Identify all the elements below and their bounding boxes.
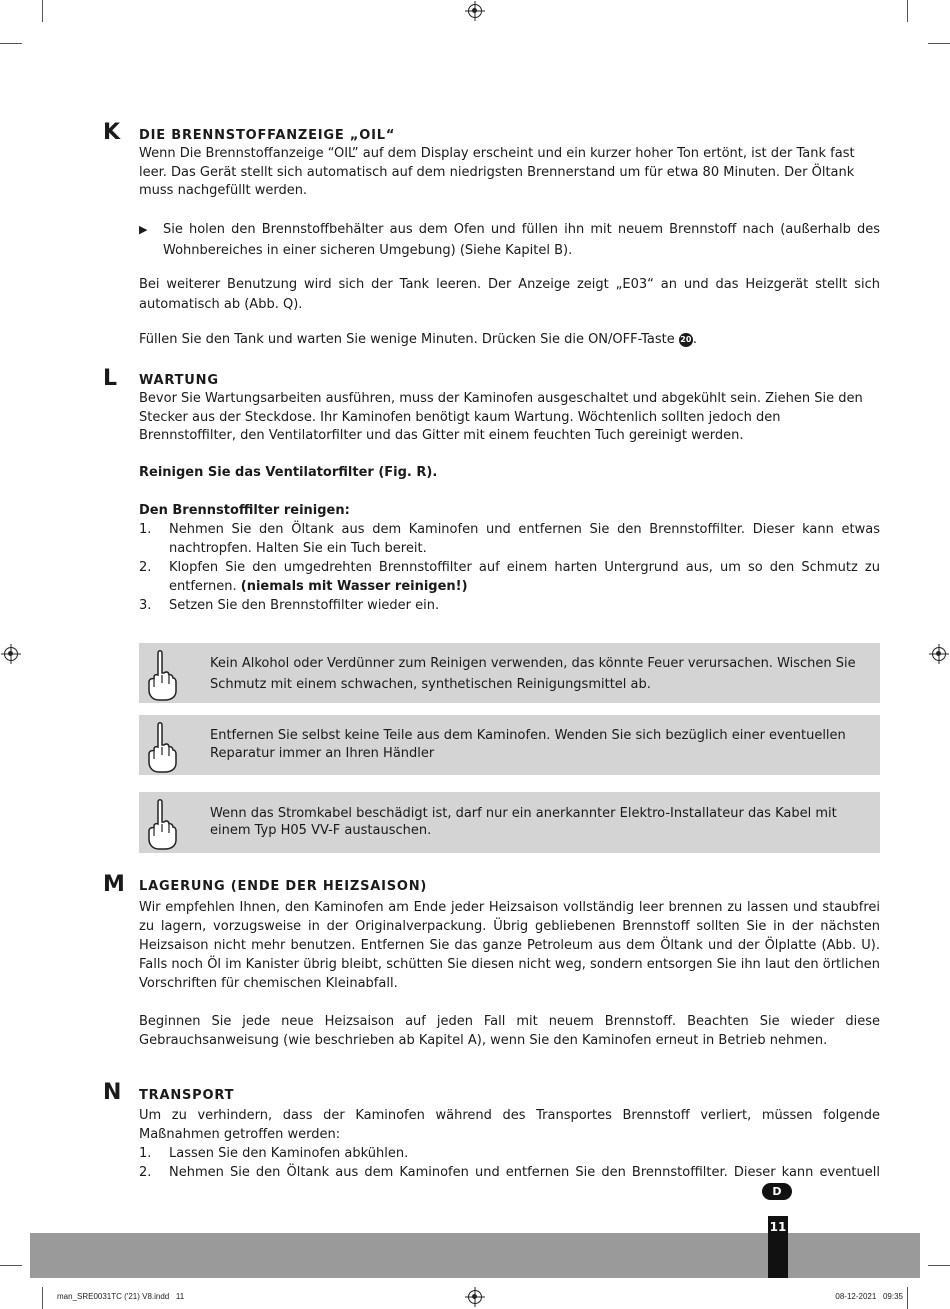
section-m-para1: Wir empfehlen Ihnen, den Kaminofen am Ende jeder Heizsaison vollständig leer brennen zu lassen und staubfrei zu lagern, vorzugsweise in der Originalverpackung. Übrig gebliebenen Brennstoff sollten Sie in der nächsten Heizsaison nicht mehr benutzen. Entfernen Sie das ganze Petroleum aus dem Öltank und der Ölplatte (Abb. U). Falls noch Öl im Kanister übrig bleibt, schütten Sie diesen nicht weg, sondern entsorgen Sie ihn laut den örtlichen Vorschriften für chemischen Kleinabfall. xyxy=(139,900,880,991)
pointing-finger-icon xyxy=(145,649,177,701)
section-k-bullet-text: Sie holen den Brennstoffbehälter aus dem Ofen und füllen ihn mit neuem Brennstoff nach (außerhalb des Wohnbereiches in einer sicheren Umgebung) (Siehe Kapitel B). xyxy=(163,222,880,258)
list-item-number: 2. xyxy=(139,1165,152,1180)
list-item-text: Nehmen Sie den Öltank aus dem Kaminofen und entfernen Sie den Brennstoffilter. Dieser kann etwas nachtropfen. Halten Sie ein Tuch bereit. xyxy=(169,522,880,556)
language-badge: D xyxy=(762,1183,792,1200)
registration-mark-icon xyxy=(468,4,482,18)
section-k-para3-end: . xyxy=(692,332,697,347)
list-item xyxy=(139,596,880,615)
section-heading-k: DIE BRENNSTOFFANZEIGE „OIL“ xyxy=(139,128,396,143)
section-heading-l: WARTUNG xyxy=(139,373,219,388)
section-n-steps xyxy=(139,1144,880,1182)
section-letter-n: N xyxy=(103,1080,122,1105)
crop-mark xyxy=(0,43,22,44)
section-heading-n: TRANSPORT xyxy=(139,1088,235,1103)
list-item-number: 2. xyxy=(139,560,152,575)
section-letter-m: M xyxy=(103,872,125,897)
section-n-intro: Um zu verhindern, dass der Kaminofen während des Transportes Brennstoff verliert, müssen folgende Maßnahmen getroffen werden: xyxy=(139,1108,880,1142)
section-k-bullet xyxy=(139,219,880,261)
warning-note xyxy=(139,715,880,775)
list-item-text: Lassen Sie den Kaminofen abkühlen. xyxy=(169,1146,409,1161)
slug-file-name: man_SRE0031TC ('21) V8.indd 11 xyxy=(57,1292,185,1301)
list-item xyxy=(139,520,880,558)
pointing-finger-icon xyxy=(145,798,177,850)
list-item-text: Setzen Sie den Brennstoffilter wieder ein. xyxy=(169,598,440,613)
list-item-number: 1. xyxy=(139,1146,152,1161)
crop-mark xyxy=(928,1265,950,1266)
section-letter-l: L xyxy=(103,366,118,391)
registration-mark-icon xyxy=(468,1290,482,1304)
list-item xyxy=(139,1163,880,1182)
section-heading-m: LAGERUNG (ENDE DER HEIZSAISON) xyxy=(139,879,428,894)
section-l-intro: Bevor Sie Wartungsarbeiten ausführen, muss der Kaminofen ausgeschaltet und abgekühlt sein. Ziehen Sie den Stecker aus der Steckdose. Ihr Kaminofen benötigt kaum Wartung. Wöchtenlich sollten jedoch den Brennstoffilter, den Ventilatorfilter und das Gitter mit einem feuchten Tuch gereinigt werden. xyxy=(139,391,863,444)
list-item xyxy=(139,558,880,596)
crop-mark xyxy=(907,0,908,22)
crop-mark xyxy=(907,1287,908,1309)
registration-mark-icon xyxy=(932,647,946,661)
section-k-intro: Wenn Die Brennstoffanzeige “OIL” auf dem Display erscheint und ein kurzer hoher Ton ertönt, ist der Tank fast leer. Das Gerät stellt sich automatisch auf dem niedrigsten Brennerstand um für etwa 80 Minuten. Der Öltank muss nachgefüllt werden. xyxy=(139,146,855,199)
section-k-para2: Bei weiterer Benutzung wird sich der Tank leeren. Der Anzeige zeigt „E03“ an und das Heizgerät stellt sich automatisch ab (Abb. Q). xyxy=(139,277,880,312)
crop-mark xyxy=(42,1287,43,1309)
warning-note-text: Wenn das Stromkabel beschädigt ist, darf nur ein anerkannter Elektro-Installateur das Kabel mit einem Typ H05 VV-F austauschen. xyxy=(210,806,837,838)
crop-mark xyxy=(0,1265,22,1266)
triangle-right-icon: ▶ xyxy=(139,223,148,236)
warning-note xyxy=(139,643,880,703)
registration-mark-icon xyxy=(4,647,18,661)
button-reference-badge: 20 xyxy=(679,333,693,347)
page-number: 11 xyxy=(768,1216,788,1278)
section-m-para2: Beginnen Sie jede neue Heizsaison auf jeden Fall mit neuem Brennstoff. Beachten Sie wieder diese Gebrauchsanweisung (wie beschrieben ab Kapitel A), wenn Sie den Kaminofen erneut in Betrieb nehmen. xyxy=(139,1014,880,1048)
section-l-subheading-fan-filter: Reinigen Sie das Ventilatorfilter (Fig. R). xyxy=(139,465,438,480)
section-l-steps xyxy=(139,520,880,615)
warning-note-text: Entfernen Sie selbst keine Teile aus dem Kaminofen. Wenden Sie sich bezüglich einer eventuellen Reparatur immer an Ihren Händler xyxy=(210,728,846,761)
slug-date-time: 08-12-2021 09:35 xyxy=(835,1292,903,1301)
list-item-warning: (niemals mit Wasser reinigen!) xyxy=(240,579,468,594)
list-item xyxy=(139,1144,880,1163)
warning-note-text: Kein Alkohol oder Verdünner zum Reinigen verwenden, das könnte Feuer verursachen. Wischen Sie Schmutz mit einem schwachen, synthetischen Reinigungsmittel ab. xyxy=(210,656,856,692)
crop-mark xyxy=(42,0,43,22)
pointing-finger-icon xyxy=(145,721,177,773)
warning-note xyxy=(139,792,880,853)
section-k-para3-text: Füllen Sie den Tank und warten Sie wenige Minuten. Drücken Sie die ON/OFF-Taste xyxy=(139,332,675,347)
section-letter-k: K xyxy=(103,120,121,145)
list-item-number: 1. xyxy=(139,522,152,537)
section-k-para3 xyxy=(139,331,880,350)
list-item-number: 3. xyxy=(139,598,152,613)
crop-mark xyxy=(928,43,950,44)
section-l-subheading-fuel-filter: Den Brennstoffilter reinigen: xyxy=(139,503,350,518)
list-item-text: Nehmen Sie den Öltank aus dem Kaminofen und entfernen Sie den Brennstoffilter. Dieser kann eventuell xyxy=(169,1165,880,1180)
list-item-text: Klopfen Sie den umgedrehten Brennstoffilter auf einem harten Untergrund aus, um so den Schmutz zu entfernen. xyxy=(169,560,880,594)
